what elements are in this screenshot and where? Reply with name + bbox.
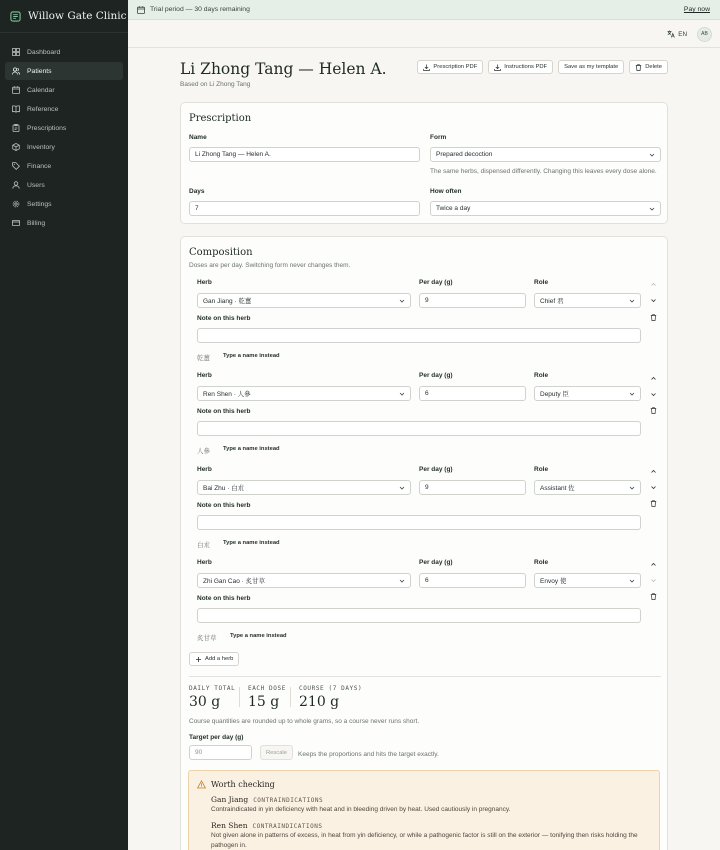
per-day-input[interactable]: 6: [419, 386, 526, 401]
days-input[interactable]: 7: [189, 201, 420, 216]
warnings-title: Worth checking: [211, 780, 275, 789]
note-label: Note on this herb: [197, 408, 251, 415]
calendar-icon: [137, 6, 145, 14]
herb-select[interactable]: [197, 480, 411, 495]
sidebar-item-label: Prescriptions: [27, 124, 67, 132]
role-value: Deputy 臣: [540, 391, 569, 398]
herb-value: Ren Shen · 人參: [203, 391, 251, 398]
form-value: Prepared decoction: [436, 151, 493, 158]
chevron-down-icon: [629, 298, 635, 304]
trash-icon: [650, 314, 657, 321]
chevron-down-icon: [399, 485, 405, 491]
prescription-card: [180, 102, 668, 224]
warning-herb: Ren Shen: [211, 821, 248, 830]
remove-herb-button[interactable]: [650, 407, 657, 416]
herb-value: Bai Zhu · 白朮: [203, 485, 245, 492]
warning-item: [211, 821, 322, 830]
trash-icon: [650, 593, 657, 600]
brand[interactable]: [0, 0, 128, 33]
chevron-down-icon: [649, 206, 655, 212]
chevron-down-icon: [399, 298, 405, 304]
button-label: Add a herb: [205, 656, 234, 662]
herb-value: Zhi Gan Cao · 炙甘草: [203, 578, 266, 585]
remove-herb-button[interactable]: [650, 593, 657, 602]
type-name-link[interactable]: Type a name instead: [223, 540, 280, 546]
gear-icon: [12, 200, 20, 208]
sidebar-item-users[interactable]: [5, 176, 123, 194]
language-switcher[interactable]: [667, 30, 687, 38]
role-value: Chief 君: [540, 298, 564, 305]
trash-icon: [650, 500, 657, 507]
role-label: Role: [534, 372, 549, 379]
role-label: Role: [534, 279, 549, 286]
pay-now-link[interactable]: Pay now: [683, 6, 710, 13]
trial-banner: [128, 0, 720, 20]
trial-text: Trial period — 30 days remaining: [150, 6, 250, 13]
herb-chinese-name: 乾薑: [197, 355, 210, 362]
form-label: Form: [430, 134, 447, 141]
prescription-pdf-button[interactable]: [417, 60, 483, 74]
rescale-button[interactable]: [260, 745, 293, 760]
herb-chinese-name: 炙甘草: [197, 635, 217, 642]
delete-button[interactable]: [629, 60, 668, 74]
chevron-down-icon: [399, 578, 405, 584]
each-dose-label: EACH DOSE: [248, 685, 286, 692]
move-up-button[interactable]: [650, 375, 657, 384]
note-input[interactable]: [197, 608, 641, 623]
sidebar-item-label: Inventory: [27, 143, 55, 151]
sidebar-item-label: Patients: [27, 67, 52, 75]
page-subtitle: Based on Li Zhong Tang: [180, 81, 251, 88]
herb-chinese-name: 人參: [197, 448, 210, 455]
rounding-note: Course quantities are rounded up to whole grams, so a course never runs short.: [189, 718, 420, 725]
sidebar-item-label: Calendar: [27, 86, 55, 94]
composition-title: Composition: [189, 247, 253, 258]
trash-icon: [650, 407, 657, 414]
herb-label: Herb: [197, 372, 212, 379]
sidebar-item-label: Billing: [27, 219, 46, 227]
herb-label: Herb: [197, 559, 212, 566]
clinic-logo-icon: [10, 11, 21, 22]
sidebar-item-calendar[interactable]: [5, 81, 123, 99]
days-label: Days: [189, 188, 205, 195]
sidebar-item-settings[interactable]: [5, 195, 123, 213]
note-input[interactable]: [197, 421, 641, 436]
daily-total-value: 30 g: [189, 694, 221, 710]
how-often-select[interactable]: [430, 201, 661, 216]
warning-item: [211, 795, 323, 804]
course-value: 210 g: [299, 694, 340, 710]
per-day-input[interactable]: 9: [419, 480, 526, 495]
chevron-up-icon: [650, 468, 657, 475]
role-value: Envoy 使: [540, 578, 567, 585]
note-input[interactable]: [197, 515, 641, 530]
topbar: [128, 21, 720, 48]
box-icon: [12, 143, 20, 151]
warning-text: Contraindicated in yin deficiency with heat and in bleeding driven by heat. Used cautiously in pregnancy.: [211, 806, 511, 813]
chevron-up-icon: [650, 281, 657, 288]
plus-icon: [195, 656, 202, 663]
note-label: Note on this herb: [197, 502, 251, 509]
chevron-down-icon: [629, 391, 635, 397]
page-title: Li Zhong Tang — Helen A.: [180, 60, 387, 78]
role-select[interactable]: [534, 386, 641, 401]
daily-total-label: DAILY TOTAL: [189, 685, 236, 692]
per-day-label: Per day (g): [419, 372, 453, 379]
sidebar: [0, 0, 128, 850]
users-icon: [12, 67, 20, 75]
button-label: Rescale: [266, 749, 287, 756]
per-day-input[interactable]: 6: [419, 573, 526, 588]
warning-tag: CONTRAINDICATIONS: [252, 823, 323, 830]
chevron-down-icon: [629, 485, 635, 491]
language-label: EN: [678, 30, 687, 38]
add-herb-button[interactable]: [189, 652, 239, 666]
translate-icon: [667, 30, 675, 38]
composition-subtitle: Doses are per day. Switching form never changes them.: [189, 262, 351, 269]
move-up-button[interactable]: [650, 281, 657, 290]
button-label: Delete: [645, 64, 662, 70]
button-label: Prescription PDF: [433, 64, 478, 70]
sidebar-item-dashboard[interactable]: [5, 43, 123, 61]
download-icon: [494, 64, 501, 71]
header-actions: [417, 60, 668, 74]
move-down-button[interactable]: [650, 297, 657, 306]
move-up-button[interactable]: [650, 561, 657, 570]
chevron-down-icon: [629, 578, 635, 584]
note-input[interactable]: [197, 328, 641, 343]
user-avatar[interactable]: AB: [697, 27, 712, 42]
chevron-down-icon: [650, 484, 657, 491]
sidebar-item-billing[interactable]: [5, 214, 123, 232]
herb-value: Gan Jiang · 乾薑: [203, 298, 252, 305]
each-dose-value: 15 g: [248, 694, 280, 710]
warning-text: Not given alone in patterns of excess, in heat from yin deficiency, or while a pathogenic factor is still on the exterior — tonifying then risks holding the pathogen in.: [211, 832, 638, 849]
brand-name: Willow Gate Clinic: [28, 10, 127, 22]
tag-icon: [12, 162, 20, 170]
sidebar-nav: [0, 33, 128, 243]
sidebar-item-label: Finance: [27, 162, 52, 170]
per-day-label: Per day (g): [419, 279, 453, 286]
note-label: Note on this herb: [197, 595, 251, 602]
role-label: Role: [534, 466, 549, 473]
sidebar-item-label: Dashboard: [27, 48, 61, 56]
remove-herb-button[interactable]: [650, 500, 657, 509]
sidebar-item-label: Settings: [27, 200, 52, 208]
warning-herb: Gan Jiang: [211, 795, 249, 804]
card-icon: [12, 219, 20, 227]
trash-icon: [635, 64, 642, 71]
herb-label: Herb: [197, 466, 212, 473]
role-select[interactable]: [534, 573, 641, 588]
per-day-input[interactable]: 9: [419, 293, 526, 308]
sidebar-item-prescriptions[interactable]: [5, 119, 123, 137]
composition-card: [180, 236, 668, 850]
sidebar-item-label: Users: [27, 181, 45, 189]
name-input[interactable]: Li Zhong Tang — Helen A.: [189, 147, 420, 162]
herb-chinese-name: 白朮: [197, 542, 210, 549]
how-often-value: Twice a day: [436, 205, 471, 212]
role-value: Assistant 佐: [540, 485, 575, 492]
chevron-down-icon: [650, 297, 657, 304]
herb-select[interactable]: [197, 293, 411, 308]
instructions-pdf-button[interactable]: [488, 60, 553, 74]
divider: [189, 676, 661, 677]
sidebar-item-inventory[interactable]: [5, 138, 123, 156]
grid-icon: [12, 48, 20, 56]
herb-select[interactable]: [197, 573, 411, 588]
per-day-label: Per day (g): [419, 559, 453, 566]
herb-label: Herb: [197, 279, 212, 286]
name-label: Name: [189, 134, 207, 141]
book-icon: [12, 105, 20, 113]
role-label: Role: [534, 559, 549, 566]
form-hint: The same herbs, dispensed differently. Changing this leaves every dose alone.: [430, 168, 657, 175]
chevron-down-icon: [649, 152, 655, 158]
chevron-down-icon: [650, 391, 657, 398]
warning-icon: [197, 780, 206, 789]
clipboard-icon: [12, 124, 20, 132]
sidebar-item-patients[interactable]: [5, 62, 123, 80]
button-label: Save as my template: [564, 64, 619, 70]
herb-select[interactable]: [197, 386, 411, 401]
course-label: COURSE (7 DAYS): [299, 685, 363, 692]
calendar-icon: [12, 86, 20, 94]
chevron-up-icon: [650, 561, 657, 568]
chevron-up-icon: [650, 375, 657, 382]
prescription-title: Prescription: [189, 113, 252, 124]
how-often-label: How often: [430, 188, 462, 195]
save-template-button[interactable]: [558, 60, 624, 74]
chevron-down-icon: [399, 391, 405, 397]
move-down-button[interactable]: [650, 577, 657, 586]
note-label: Note on this herb: [197, 315, 251, 322]
role-select[interactable]: [534, 480, 641, 495]
type-name-link[interactable]: Type a name instead: [230, 633, 287, 639]
divider: [239, 687, 240, 707]
chevron-down-icon: [650, 577, 657, 584]
form-select[interactable]: [430, 147, 661, 162]
move-down-button[interactable]: [650, 484, 657, 493]
user-icon: [12, 181, 20, 189]
download-icon: [423, 64, 430, 71]
target-label: Target per day (g): [189, 734, 244, 741]
sidebar-item-reference[interactable]: [5, 100, 123, 118]
button-label: Instructions PDF: [504, 64, 548, 70]
rescale-note: Keeps the proportions and hits the target exactly.: [298, 751, 439, 758]
per-day-label: Per day (g): [419, 466, 453, 473]
divider: [290, 687, 291, 707]
warning-tag: CONTRAINDICATIONS: [253, 797, 324, 804]
sidebar-item-finance[interactable]: [5, 157, 123, 175]
move-up-button[interactable]: [650, 468, 657, 477]
type-name-link[interactable]: Type a name instead: [223, 353, 280, 359]
role-select[interactable]: [534, 293, 641, 308]
warnings-panel: [188, 770, 660, 850]
target-input[interactable]: 90: [189, 745, 252, 760]
move-down-button[interactable]: [650, 391, 657, 400]
remove-herb-button[interactable]: [650, 314, 657, 323]
type-name-link[interactable]: Type a name instead: [223, 446, 280, 452]
sidebar-item-label: Reference: [27, 105, 59, 113]
